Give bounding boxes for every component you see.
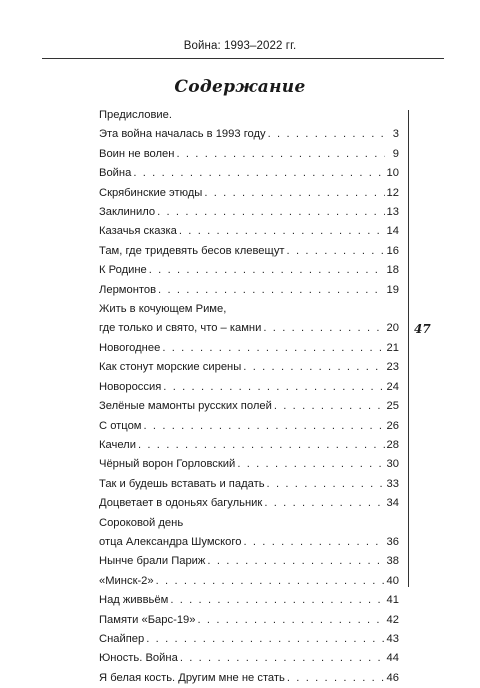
toc-entry [99,494,399,513]
toc-entry [99,630,399,649]
toc-entry-page: 28 [386,438,399,451]
toc-entry-title: Доцветает в одоньях багульник [99,497,263,510]
toc-entry [99,669,399,688]
dot-leader [198,611,385,630]
toc-entry-title: Чёрный ворон Горловский [99,458,236,471]
toc-entry-title: Снайпер [99,632,145,645]
toc-entry [99,533,399,552]
toc-entry-page: 44 [386,652,399,665]
dot-leader [207,552,384,571]
toc-entry [99,649,399,668]
toc-entry [99,261,399,280]
toc-entry-page: 36 [386,535,399,548]
toc-entry [99,300,399,319]
toc-entry-page: 26 [386,419,399,432]
toc-entry [99,106,399,125]
dot-leader [170,591,384,610]
toc-entry-title: Скрябинские этюды [99,186,203,199]
dot-leader [287,242,385,261]
toc-entry-title: Новороссия [99,380,162,393]
toc-entry-page: 16 [386,244,399,257]
toc-entry-title: Нынче брали Париж [99,555,206,568]
toc-entry-page: 34 [386,497,399,510]
toc-entry [99,339,399,358]
toc-entry-title: «Минск-2» [99,574,154,587]
toc-entry-page: 41 [386,594,399,607]
toc-entry-title: Заклинило [99,206,156,219]
dot-leader [156,572,385,591]
toc-entry-page: 18 [386,264,399,277]
toc-entry-title: Предисловие. [99,109,173,121]
toc-entry-page: 21 [386,341,399,354]
toc-entry-title: К Родине [99,264,147,277]
toc-entry-title: Качели [99,438,136,451]
toc-entry-title: Как стонут морские сирены [99,361,242,374]
toc-entry-page: 23 [386,361,399,374]
toc-entry [99,184,399,203]
toc-entry [99,164,399,183]
toc-entry-page: 40 [386,574,399,587]
toc-entry-page: 25 [386,400,399,413]
toc-entry [99,125,399,144]
toc-entry [99,145,399,164]
toc-entry-title: Воин не волен [99,147,175,160]
toc-entry [99,417,399,436]
toc-entry [99,222,399,241]
toc-entry-title: Юность. Война [99,652,178,665]
toc-entry [99,552,399,571]
toc-entry-title: Эта война началась в 1993 году [99,128,266,141]
dot-leader [146,630,384,649]
toc-entry-title: Война [99,167,132,180]
toc-entry-page: 43 [386,632,399,645]
toc-entry [99,242,399,261]
toc-entry-title: Там, где тридевять бесов клевещут [99,244,285,257]
table-of-contents [99,106,399,688]
dot-leader [263,319,384,338]
header-rule [42,58,444,59]
dot-leader [237,455,384,474]
dot-leader [267,475,385,494]
toc-entry [99,591,399,610]
dot-leader [268,125,385,144]
toc-entry-page: 20 [386,322,399,335]
toc-entry-page: 42 [386,613,399,626]
dot-leader [243,533,384,552]
toc-entry-title: где только и свято, что – камни [99,322,262,335]
running-head: Война: 1993–2022 гг. [183,40,297,52]
dot-leader [179,222,385,241]
toc-entry-page: 14 [386,225,399,238]
toc-entry-title: отца Александра Шумского [99,535,242,548]
dot-leader [162,339,384,358]
dot-leader [243,358,384,377]
toc-entry [99,475,399,494]
toc-entry-title: Я белая кость. Другим мне не стать [99,671,285,684]
toc-entry [99,203,399,222]
toc-entry-title: Памяти «Барс-19» [99,613,196,626]
dot-leader [138,436,385,455]
toc-entry-page: 24 [386,380,399,393]
dot-leader [157,203,384,222]
dot-leader [163,378,384,397]
toc-entry-page: 46 [386,671,399,684]
toc-entry-title: Новогоднее [99,341,161,354]
dot-leader [287,669,385,688]
dot-leader [264,494,384,513]
toc-entry-title: Казачья сказка [99,225,177,238]
dot-leader [143,417,384,436]
toc-entry-page: 19 [386,283,399,296]
toc-entry [99,319,399,338]
toc-entry-title: Так и будешь вставать и падать [99,477,265,490]
toc-entry-title: Сороковой день [99,516,184,529]
toc-entry [99,358,399,377]
margin-rule [408,110,409,587]
toc-entry-page: 30 [386,458,399,471]
dot-leader [180,649,385,668]
toc-title: Содержание [174,77,306,97]
page-number: 47 [414,322,431,336]
dot-leader [204,184,384,203]
toc-entry-page: 3 [392,128,399,141]
toc-entry-page: 38 [386,555,399,568]
toc-entry-title: С отцом [99,419,142,432]
dot-leader [176,145,385,164]
toc-entry-title: Над живвьём [99,594,169,607]
toc-entry-page: 10 [386,167,399,180]
dot-leader [274,397,385,416]
toc-entry [99,378,399,397]
toc-entry-page: 9 [392,147,399,160]
toc-entry [99,572,399,591]
toc-entry [99,611,399,630]
toc-entry-title: Зелёные мамонты русских полей [99,400,272,413]
toc-entry [99,397,399,416]
toc-entry [99,514,399,533]
toc-entry-page: 33 [386,477,399,490]
dot-leader [158,281,385,300]
toc-entry [99,455,399,474]
toc-entry [99,436,399,455]
dot-leader [149,261,385,280]
toc-entry-title: Жить в кочующем Риме, [99,303,227,316]
toc-entry-page: 12 [386,186,399,199]
toc-entry [99,281,399,300]
dot-leader [133,164,384,183]
toc-entry-page: 13 [386,206,399,219]
toc-entry-title: Лермонтов [99,283,157,296]
